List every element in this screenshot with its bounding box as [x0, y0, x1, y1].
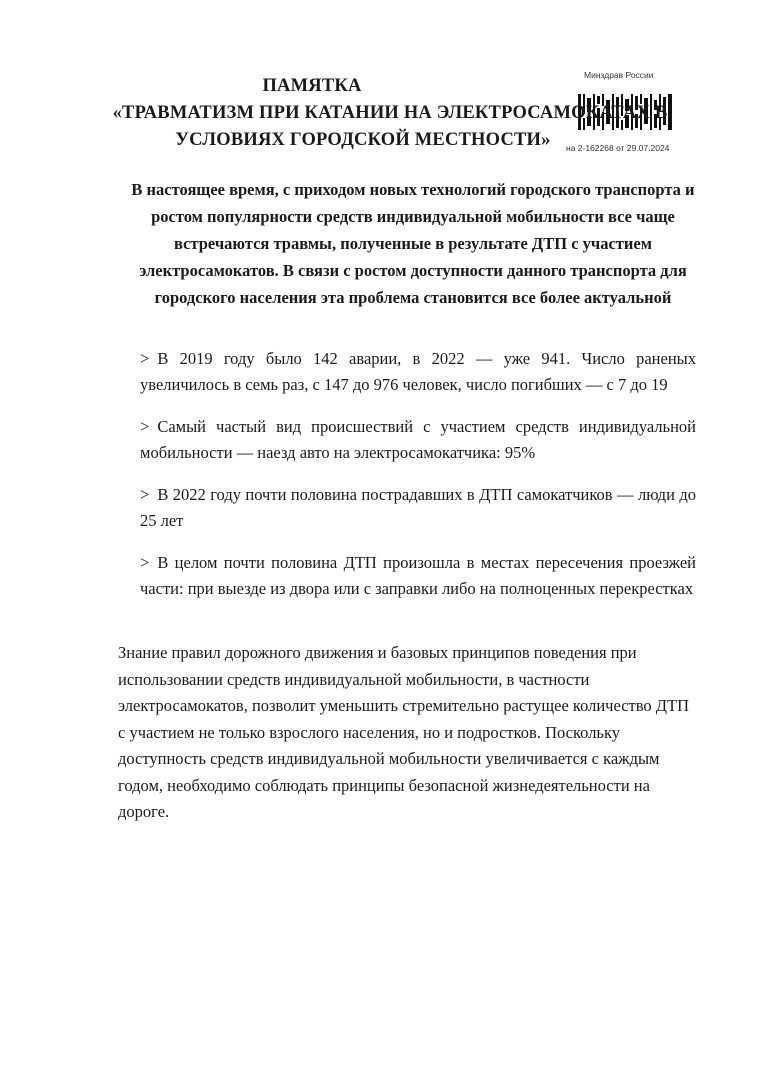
fact-text: В 2019 году было 142 аварии, в 2022 — уже 941. Число раненых увеличилось в семь раз, с 147 до 976 человек, число погибших — с 7 до 19 — [140, 349, 696, 394]
document-title — [100, 73, 720, 154]
fact-text: В целом почти половина ДТП произошла в местах пересечения проезжей части: при выезде из двора или с заправки либо на полноценных перекрестках — [140, 553, 696, 598]
title-heading: ПАМЯТКА — [262, 76, 362, 96]
fact-item — [140, 346, 696, 398]
registration-number: на 2-162268 от 29.07.2024 — [566, 143, 670, 153]
fact-marker: > — [140, 417, 150, 436]
facts-list — [140, 346, 696, 618]
lead-paragraph: В настоящее время, с приходом новых технологий городского транспорта и ростом популярности средств индивидуальной мобильности все чаще встречаются травмы, полученные в результате ДТП с участием электросамокатов. В связи с ростом доступности данного транспорта для городского населения эта проблема становится все более актуальной — [131, 180, 695, 307]
ministry-stamp-label: Минздрав России — [584, 70, 654, 80]
fact-marker: > — [140, 553, 150, 572]
fact-text: В 2022 году почти половина пострадавших в ДТП самокатчиков — люди до 25 лет — [140, 485, 696, 530]
title-subject-line-1: «ТРАВМАТИЗМ ПРИ КАТАНИИ НА ЭЛЕКТРОСАМОКАТАХ В — [112, 103, 668, 123]
closing-paragraph: Знание правил дорожного движения и базовых принципов поведения при использовании средств индивидуальной мобильности, в частности электросамокатов, позволит уменьшить стремительно растущее количество ДТП с участием не только взрослого населения, но и подростков. Поскольку доступность средств индивидуальной мобильности увеличивается с каждым годом, необходимо соблюдать принципы безопасной жизнедеятельности на дороге. — [118, 643, 690, 821]
title-subject-line-2: УСЛОВИЯХ ГОРОДСКОЙ МЕСТНОСТИ» — [175, 130, 551, 150]
fact-marker: > — [140, 349, 150, 368]
fact-text: Самый частый вид происшествий с участием средств индивидуальной мобильности — наезд авто на электросамокатчика: 95% — [140, 417, 696, 462]
fact-item — [140, 482, 696, 534]
fact-item — [140, 414, 696, 466]
fact-marker: > — [140, 485, 150, 504]
fact-item — [140, 550, 696, 602]
